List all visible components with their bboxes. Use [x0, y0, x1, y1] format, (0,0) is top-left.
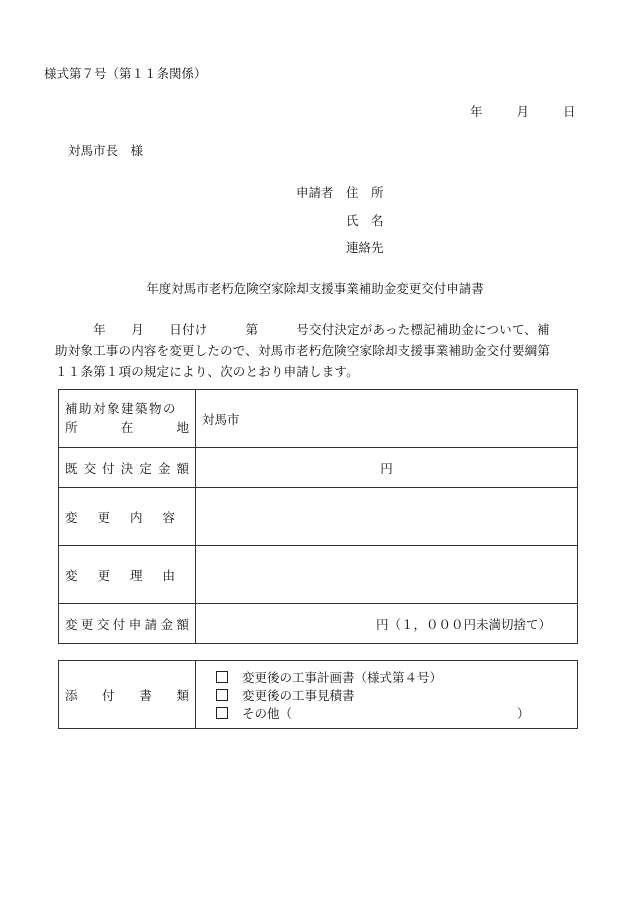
- body-paragraph: [55, 319, 579, 382]
- change-reason-value[interactable]: [196, 546, 578, 604]
- change-amount-label: 変 更 交 付 申 請 金 額: [59, 604, 196, 644]
- date-day: 日: [562, 104, 576, 119]
- checkbox-icon[interactable]: [216, 707, 228, 719]
- applicant-label: 申請者: [296, 185, 334, 200]
- date-year: 年: [470, 104, 483, 119]
- attachments-row: [59, 661, 578, 729]
- form-number: 様式第７号（第１１条関係）: [44, 66, 207, 81]
- attachments-list: [196, 661, 578, 729]
- change-content-value[interactable]: [196, 488, 578, 546]
- attachment-item[interactable]: その他（ ）: [216, 704, 571, 722]
- table-row-decided-amount: [59, 448, 578, 488]
- body-line-2: 助対象工事の内容を変更したので、対馬市老朽危険空家除却支援事業補助金交付要綱第: [55, 343, 551, 358]
- applicant-address-label: 住 所: [346, 185, 384, 200]
- location-value[interactable]: 対馬市: [196, 390, 578, 448]
- date-line: [470, 104, 575, 119]
- decided-amount-label: 既 交 付 決 定 金 額: [59, 448, 196, 488]
- application-table: [58, 389, 578, 644]
- checkbox-icon[interactable]: [216, 689, 228, 701]
- table-row-change-reason: [59, 546, 578, 604]
- checkbox-icon[interactable]: [216, 671, 228, 683]
- attachment-item[interactable]: 変更後の工事計画書（様式第４号）: [216, 668, 571, 686]
- table-row-change-content: [59, 488, 578, 546]
- table-row-change-amount: [59, 604, 578, 644]
- addressee: 対馬市長 様: [68, 143, 144, 158]
- attachments-table: [58, 660, 578, 729]
- date-month: 月: [516, 104, 529, 119]
- location-label: 補助対象建築物の 所 在 地: [59, 390, 196, 448]
- body-line-3: １１条第１項の規定により、次のとおり申請します。: [55, 364, 359, 379]
- change-reason-label: 変 更 理 由: [59, 546, 196, 604]
- document-title: 年度対馬市老朽危険空家除却支援事業補助金変更交付申請書: [146, 281, 484, 296]
- table-row-location: [59, 390, 578, 448]
- change-amount-value[interactable]: 円（１，０００円未満切捨て）: [196, 604, 578, 644]
- applicant-name-label: 氏 名: [346, 213, 384, 228]
- attachments-label: 添 付 書 類: [59, 661, 196, 729]
- attachment-item[interactable]: 変更後の工事見積書: [216, 686, 571, 704]
- decided-amount-value[interactable]: 円: [196, 448, 578, 488]
- change-content-label: 変 更 内 容: [59, 488, 196, 546]
- body-line-1: 年 月 日付け 第 号交付決定があった標記補助金について、補: [55, 322, 550, 337]
- applicant-contact-label: 連絡先: [346, 240, 384, 255]
